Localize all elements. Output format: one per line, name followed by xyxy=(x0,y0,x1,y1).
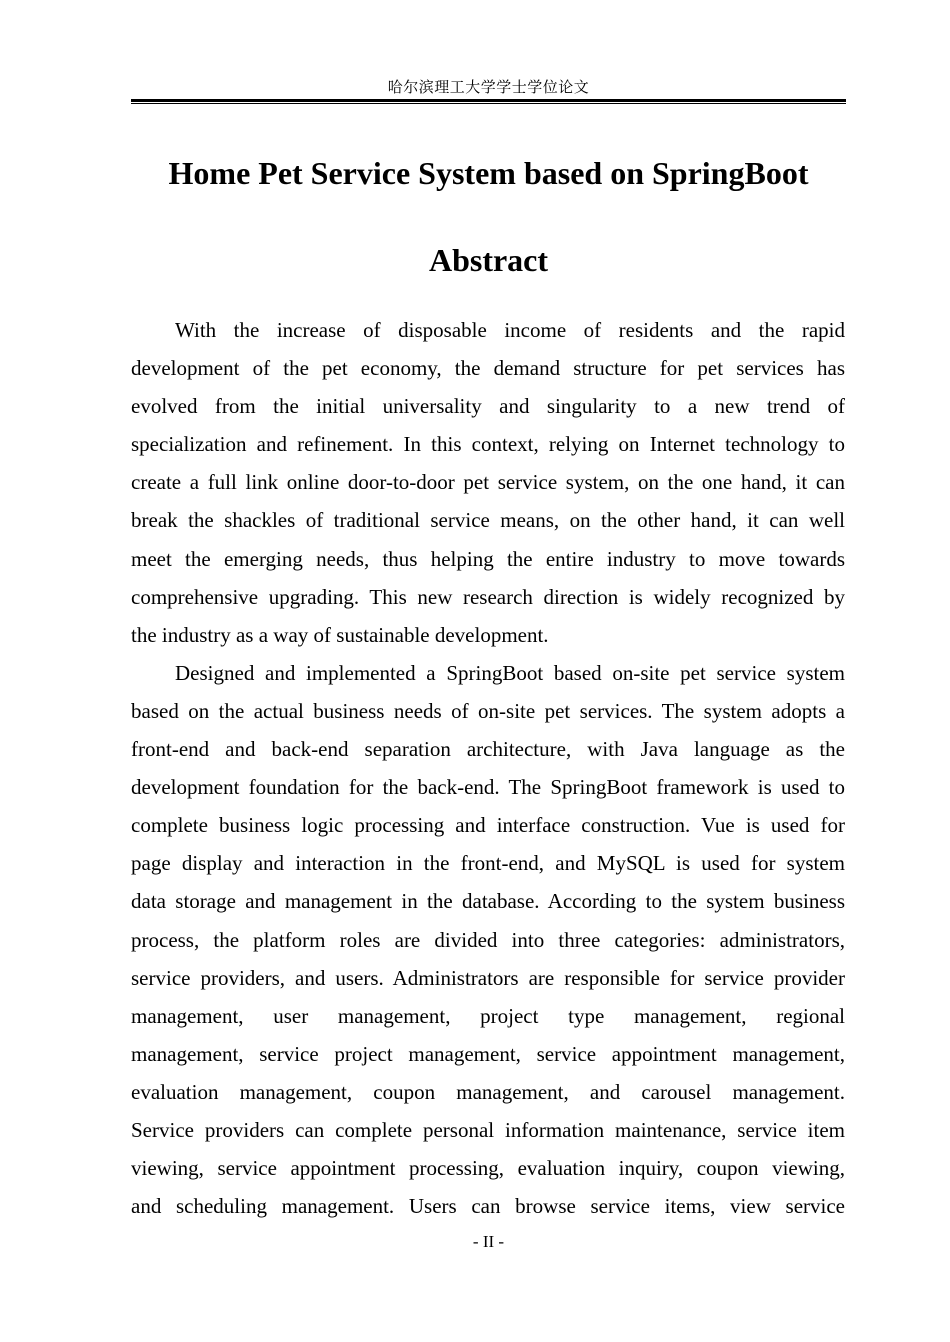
page-number: - II - xyxy=(472,1232,505,1251)
abstract-heading: Abstract xyxy=(428,242,549,278)
abstract-paragraph-2 xyxy=(131,654,845,1225)
header-rule-thick xyxy=(131,99,846,102)
text-line: process, the platform roles are divided into three categories: administrators, xyxy=(131,927,845,952)
text-line: the industry as a way of sustainable development. xyxy=(131,622,549,647)
text-line: break the shackles of traditional service means, on the other hand, it can well xyxy=(131,508,845,533)
text-line: Designed and implemented a SpringBoot based on-site pet service system xyxy=(175,660,845,685)
text-line: complete business logic processing and interface construction. Vue is used for xyxy=(131,813,845,838)
header-rule-thin xyxy=(131,103,846,104)
text-line: based on the actual business needs of on-site pet services. The system adopts a xyxy=(131,698,845,723)
text-line: and scheduling management. Users can browse service items, view service xyxy=(131,1194,845,1219)
text-line: page display and interaction in the front-end, and MySQL is used for system xyxy=(131,851,845,876)
text-line: comprehensive upgrading. This new research direction is widely recognized by xyxy=(131,584,845,609)
running-header: 哈尔滨理工大学学士学位论文 xyxy=(387,80,590,96)
text-line: viewing, service appointment processing, evaluation inquiry, coupon viewing, xyxy=(131,1156,845,1181)
text-line: specialization and refinement. In this context, relying on Internet technology to xyxy=(131,432,845,457)
text-line: With the increase of disposable income of residents and the rapid xyxy=(175,318,845,342)
text-line: development of the pet economy, the demand structure for pet services has xyxy=(131,356,845,381)
text-line: management, user management, project type management, regional xyxy=(131,1003,845,1028)
thesis-title: Home Pet Service System based on SpringBoot xyxy=(168,155,809,191)
text-line: Service providers can complete personal information maintenance, service item xyxy=(131,1117,845,1142)
text-line: service providers, and users. Administrators are responsible for service provider xyxy=(131,965,845,990)
text-line: create a full link online door-to-door pet service system, on the one hand, it can xyxy=(131,470,845,495)
text-line: management, service project management, service appointment management, xyxy=(131,1041,845,1066)
abstract-body xyxy=(131,311,845,1225)
text-line: front-end and back-end separation architecture, with Java language as the xyxy=(131,737,845,762)
abstract-paragraph-1 xyxy=(131,311,845,654)
text-line: meet the emerging needs, thus helping the entire industry to move towards xyxy=(131,546,845,571)
text-line: evaluation management, coupon management, and carousel management. xyxy=(131,1079,845,1104)
text-line: development foundation for the back-end. The SpringBoot framework is used to xyxy=(131,775,845,800)
text-line: data storage and management in the database. According to the system business xyxy=(131,889,845,914)
text-line: evolved from the initial universality and singularity to a new trend of xyxy=(131,394,845,419)
